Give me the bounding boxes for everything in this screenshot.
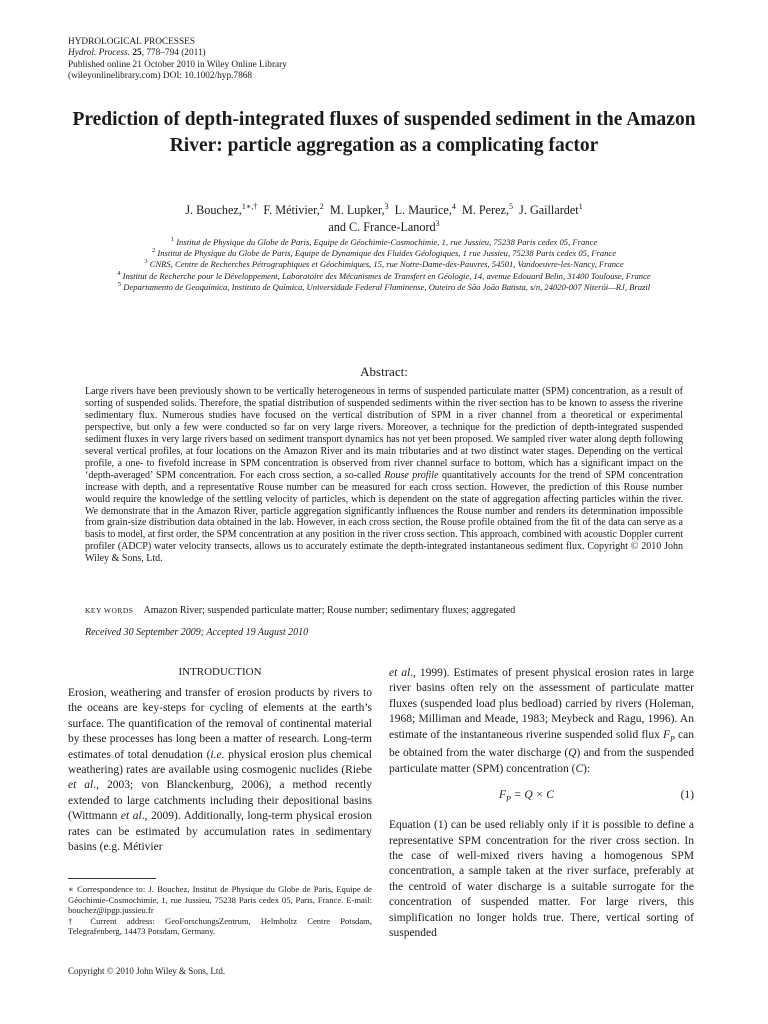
body-column-left: Erosion, weathering and transfer of erosion products by rivers to the oceans are key-steps for cycling of elements at the earth’s surface. The quantification of the removal of continental material by these processes has long been a matter of research. Long-term estimates of total denudation (i.e. physical erosion plus chemical weathering) rates are available using cosmogenic nuclides (Riebe et al., 2003; von Blanckenburg, 2006), a method recently extended to large catchments including their depositional basins (Wittmann et al., 2009). Additionally, long-term physical erosion rates can be estimated by accumulation rates in sedimentary basins (e.g. Métivier bbox=[68, 687, 373, 854]
author: L. Maurice,$^4$ bbox=[394, 201, 456, 217]
keywords bbox=[85, 605, 685, 616]
received-dates: Received 30 September 2009; Accepted 19 August 2010 bbox=[85, 627, 309, 638]
equation-body: $F_P = Q \times C$ bbox=[499, 789, 554, 804]
affiliation: $^5$ Departamento de Geoquímica, Instituto de Química, Universidade Federal Fluminense, Outeiro de São João Batista, s/n, 24020-007 Niterói—RJ, Brazil bbox=[117, 280, 651, 292]
keywords-label: KEY WORDS bbox=[85, 606, 134, 615]
publication-date: Published online 21 October 2010 in Wiley Online Library bbox=[68, 59, 287, 70]
journal-header bbox=[68, 37, 287, 82]
author: and C. France-Lanord$^3$ bbox=[328, 218, 440, 234]
affiliation-list bbox=[64, 237, 704, 293]
abstract-text: Large rivers have been previously shown to be vertically heterogeneous in terms of suspended particulate matter (SPM) concentration, as a result of sorting of suspended solids. Therefore, the spatial distribution of suspended sediments within the river section has to be known to assess the riverine sedimentary flux. Numerous studies have focused on the vertical distribution of SPM in a river channel from a theoretical or experimental perspective, but only a few were conducted so far on very large rivers. Moreover, a technique for the prediction of depth-integrated suspended sediment fluxes in very large rivers based on sediment transport dynamics has not yet been proposed. We sampled river water along depth following several vertical profiles, at four locations on the Amazon River and its main tributaries and at two distinct water stages. Depending on the vertical profile, a one- to fivefold increase in SPM concentration is observed from river channel surface to bottom, which has a significant impact on the ‘depth-averaged’ SPM concentration. For each cross section, a so-called Rouse profile quantitatively accounts for the trend of SPM concentration increase with depth, and a representative Rouse number can be measured for each cross section. However, the prediction of this Rouse number would require the knowledge of the settling velocity of particles, which is dependent on the state of aggregation affecting particles within the river. We demonstrate that in the Amazon River, particle aggregation significantly influences the Rouse number and renders its determination impossible from grain-size distribution data obtained in the lab. However, in each cross section, the Rouse profile obtained from the fit of the data can serve as a basis to model, at first order, the SPM concentration at any position in the river cross section. This approach, combined with acoustic Doppler current profiler (ADCP) water velocity transects, allows us to accurately estimate the depth-integrated instantaneous sediment flux. Copyright © 2010 John Wiley & Sons, Ltd. bbox=[85, 386, 684, 565]
keywords-text: Amazon River; suspended particulate matter; Rouse number; sedimentary fluxes; aggregated bbox=[143, 605, 516, 616]
body-column-right bbox=[389, 666, 694, 941]
citation-pages: , 778–794 (2011) bbox=[141, 48, 206, 59]
footnote-current-address: † Current address: GeoForschungsZentrum, Helmholtz Centre Potsdam, Telegrafenberg, 14473 Potsdam, Germany. bbox=[68, 915, 372, 937]
journal-name: HYDROLOGICAL PROCESSES bbox=[68, 37, 195, 47]
author: M. Perez,$^5$ bbox=[461, 201, 514, 217]
equation-number: (1) bbox=[680, 789, 694, 802]
journal-citation bbox=[68, 48, 287, 59]
author: F. Métivier,$^2$ bbox=[263, 201, 324, 217]
paragraph: et al., 1999). Estimates of present physical erosion rates in large river basins often rely on the assessment of particulate matter fluxes (suspended load plus bedload) carried by rivers (Holeman, 1968; Milliman and Meade, 1983; Meybeck and Ragu, 1996). An estimate of the instantaneous riverine suspended solid flux $F_P$ can be obtained from the water discharge (Q) and from the suspended particulate matter (SPM) concentration (C): bbox=[389, 667, 694, 775]
paragraph: Equation (1) can be used reliably only if it is possible to define a representative SPM concentration for the river cross section. In the case of well-mixed rivers having a homogenous SPM concentration, a sample taken at the river surface, preferably at the centroid of water discharge is a suitable surrogate for the concentration of suspended matter. For large rivers, this simplification no longer holds true. There, vertical sorting of suspended bbox=[389, 819, 694, 939]
citation-volume: 25 bbox=[132, 48, 142, 59]
author: J. Bouchez,$^{1∗,\dagger}$ bbox=[185, 201, 258, 217]
affiliation: $^1$ Institut de Physique du Globe de Paris, Equipe de Géochimie-Cosmochimie, 1, rue Jussieu, 75238 Paris cedex 05, France bbox=[170, 236, 598, 247]
affiliation: $^2$ Institut de Physique du Globe de Paris, Equipe de Dynamique des Fluides Géologiques, 1 rue Jussieu, 75238 Paris cedex 05, France bbox=[151, 247, 617, 259]
footnotes bbox=[68, 884, 372, 937]
doi-line: (wileyonlinelibrary.com) DOI: 10.1002/hyp.7868 bbox=[68, 70, 253, 81]
section-heading-introduction: INTRODUCTION bbox=[178, 666, 262, 678]
citation-journal: Hydrol. Process. bbox=[68, 48, 131, 59]
author: M. Lupker,$^3$ bbox=[329, 201, 389, 217]
affiliation: $^4$ Institut de Recherche pour le Développement, Laboratoire des Mécanismes de Transfert en Géologie, 14, avenue Edouard Belin, 31400 Toulouse, France bbox=[117, 269, 651, 281]
footnote-correspondence: ∗ Correspondence to: J. Bouchez, Institut de Physique du Globe de Paris, Equipe de Géochimie-Cosmochimie, 1, rue Jussieu, 75238 Paris cedex 05, Paris, France. E-mail: bouchez@ipgp.jussieu.fr bbox=[68, 884, 372, 916]
equation-1 bbox=[389, 788, 694, 818]
affiliation: $^3$ CNRS, Centre de Recherches Pétrographiques et Géochimiques, 15, rue Notre-Dame-des-Pauvres, 54501, Vandoeuvre-les-Nancy, France bbox=[144, 258, 624, 270]
article-title: Prediction of depth-integrated fluxes of suspended sediment in the Amazon River: particle aggregation as a complicating factor bbox=[72, 109, 696, 156]
copyright-notice: Copyright © 2010 John Wiley & Sons, Ltd. bbox=[68, 966, 226, 976]
author: J. Gaillardet$^1$ bbox=[519, 201, 583, 217]
abstract-heading: Abstract: bbox=[360, 364, 408, 379]
footnote-divider bbox=[68, 878, 156, 879]
author-list bbox=[60, 202, 708, 236]
